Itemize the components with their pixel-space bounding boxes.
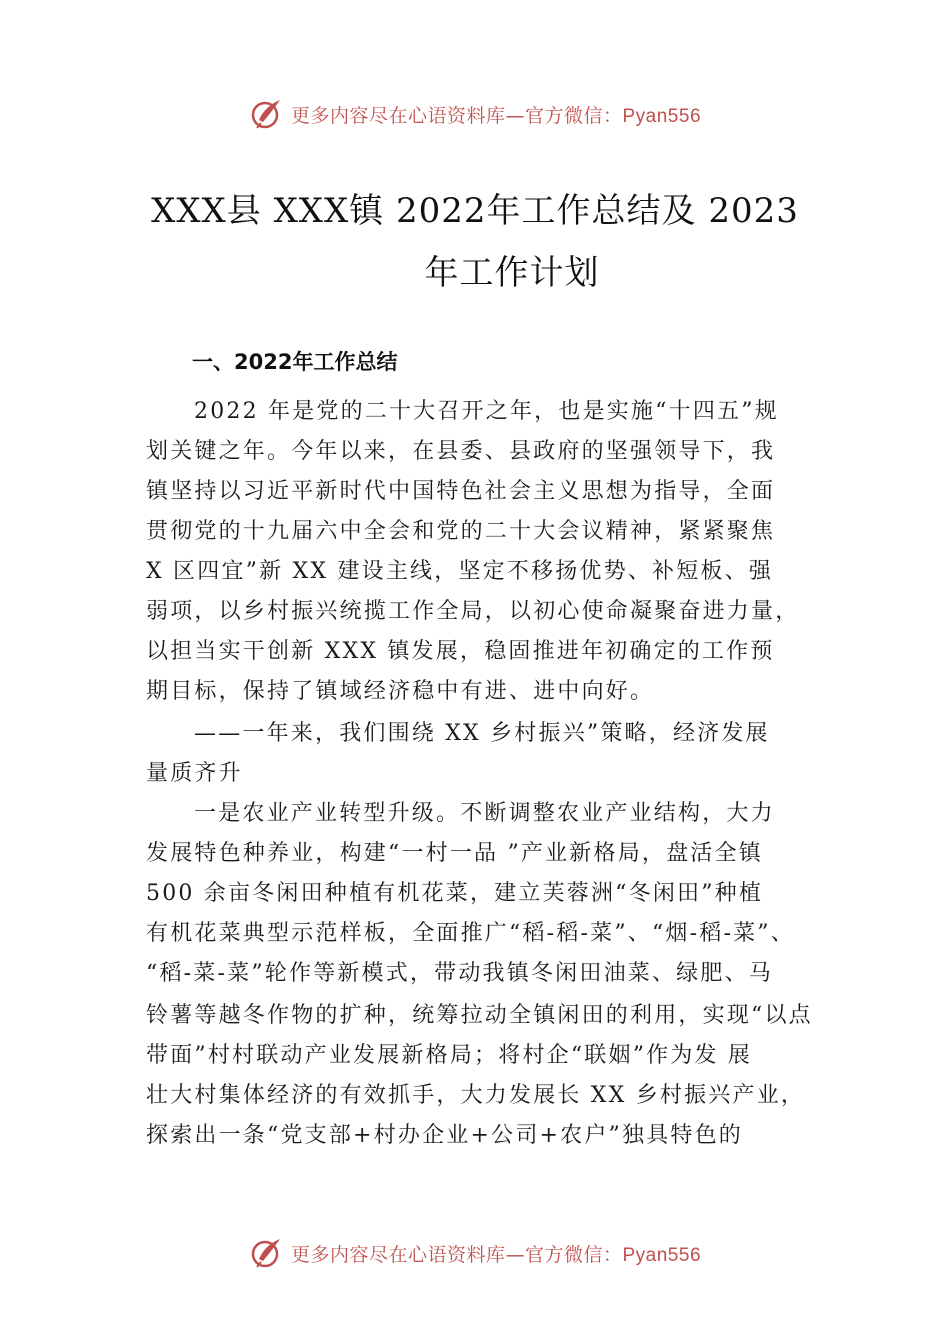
- body-line: 2022 年是党的二十大召开之年，也是实施“十四五”规: [194, 399, 779, 424]
- watermark-wechat-label: 官方微信：: [524, 1243, 623, 1266]
- watermark-banner-bottom: [0, 1233, 950, 1273]
- watermark-banner-top: [0, 94, 950, 134]
- body-line: 有机花菜典型示范样板，全面推广“稻-稻-菜”、“烟-稻-菜”、: [146, 921, 795, 946]
- document-title-line1: XXX县 XXX镇 2022年工作总结及 2023: [151, 191, 799, 231]
- quill-logo-icon: [249, 96, 285, 132]
- body-line: 期目标，保持了镇域经济稳中有进、进中向好。: [146, 679, 655, 704]
- watermark-text: [291, 1240, 701, 1267]
- watermark-separator: —: [505, 104, 525, 127]
- body-line: 弱项，以乡村振兴统揽工作全局，以初心使命凝聚奋进力量，: [146, 599, 800, 624]
- body-line: 发展特色种养业，构建“一村一品 ”产业新格局，盘活全镇: [146, 841, 763, 866]
- body-line: 一是农业产业转型升级。不断调整农业产业结构，大力: [194, 801, 775, 826]
- body-line: 500 余亩冬闲田种植有机花菜，建立芙蓉洲“冬闲田”种植: [146, 881, 764, 906]
- body-line: 壮大村集体经济的有效抓手，大力发展长 XX 乡村振兴产业，: [146, 1083, 806, 1108]
- body-line: 划关键之年。今年以来，在县委、县政府的坚强领导下，我: [146, 439, 776, 464]
- section-heading: 一、2022年工作总结: [192, 350, 398, 374]
- body-line: 镇坚持以习近平新时代中国特色社会主义思想为指导，全面: [146, 479, 776, 504]
- watermark-wechat-label: 官方微信：: [524, 104, 623, 127]
- body-line: 带面”村村联动产业发展新格局；将村企“联姻”作为发 展: [146, 1043, 753, 1068]
- body-line: 铃薯等越冬作物的扩种，统筹拉动全镇闲田的利用，实现“以点: [146, 1003, 813, 1028]
- body-line: 贯彻党的十九届六中全会和党的二十大会议精神，紧紧聚焦: [146, 519, 776, 544]
- watermark-separator: —: [505, 1243, 525, 1266]
- body-line: “稻-菜-菜”轮作等新模式，带动我镇冬闲田油菜、绿肥、马: [146, 961, 773, 986]
- watermark-library-label: 更多内容尽在心语资料库: [290, 104, 506, 127]
- body-line: ——一年来，我们围绕 XX 乡村振兴”策略，经济发展: [194, 721, 770, 746]
- watermark-wechat-id: Pyan556: [622, 105, 702, 127]
- watermark-wechat-id: Pyan556: [622, 1244, 702, 1266]
- body-line: 量质齐升: [146, 761, 243, 786]
- watermark-library-label: 更多内容尽在心语资料库: [290, 1243, 506, 1266]
- body-line: 探索出一条“党支部+村办企业+公司+农户”独具特色的: [146, 1123, 743, 1148]
- body-line: X 区四宜”新 XX 建设主线，坚定不移扬优势、补短板、强: [146, 559, 774, 584]
- body-line: 以担当实干创新 XXX 镇发展，稳固推进年初确定的工作预: [146, 639, 775, 664]
- quill-logo-icon: [249, 1235, 285, 1271]
- watermark-text: [291, 101, 701, 128]
- document-title-line2: 年工作计划: [424, 253, 600, 293]
